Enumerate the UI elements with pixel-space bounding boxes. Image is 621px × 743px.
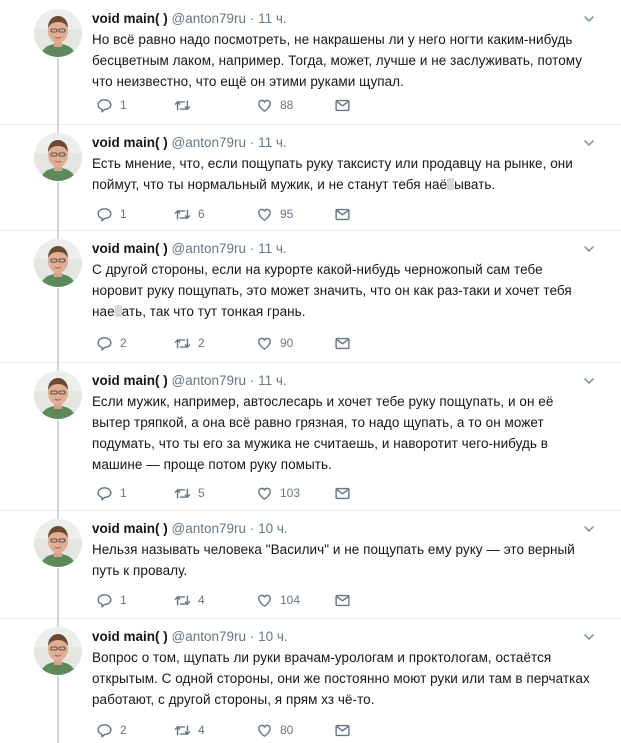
avatar[interactable] — [34, 627, 82, 675]
reply-icon — [96, 722, 113, 739]
tweet-text-part: Есть мнение, что, если пощупать руку таксисту или продавцу на рынке, они поймут, что ты нормальный мужик, и не станут тебя наё — [92, 156, 573, 192]
tweet-actions — [96, 96, 366, 114]
like-button[interactable] — [256, 591, 300, 609]
tweet-text-part: Но всё равно надо посмотреть, не накрашены ли у него ногти каким-нибудь бесцветным лаком, например. Тогда, может, лучше и не заслуживать, потому что неизвестно, что ещё он этими руками щупал. — [92, 32, 583, 89]
tweet-text — [92, 29, 592, 92]
like-button[interactable] — [256, 205, 293, 223]
tweet-text — [92, 539, 592, 581]
author-handle[interactable]: @anton79ru — [171, 629, 247, 644]
separator-dot: · — [249, 241, 255, 256]
tweet-header — [92, 372, 287, 390]
retweet-count: 2 — [198, 336, 205, 350]
retweet-count: 6 — [198, 207, 205, 221]
retweet-icon — [174, 206, 191, 223]
reply-button[interactable] — [96, 96, 127, 114]
heart-icon — [256, 485, 273, 502]
tweet-actions — [96, 591, 366, 609]
direct-message-button[interactable] — [334, 484, 351, 502]
like-count: 88 — [280, 98, 294, 112]
tweet[interactable] — [0, 618, 621, 743]
reply-button[interactable] — [96, 205, 127, 223]
chevron-down-icon[interactable] — [583, 12, 595, 24]
direct-message-button[interactable] — [334, 96, 351, 114]
like-button[interactable] — [256, 721, 293, 739]
tweet-text — [92, 259, 592, 322]
tweet-header — [92, 10, 287, 28]
like-count: 95 — [280, 207, 294, 221]
like-count: 104 — [280, 593, 301, 607]
avatar[interactable] — [34, 371, 82, 419]
thread-connector-line — [57, 676, 59, 743]
separator-dot: · — [249, 373, 255, 388]
direct-message-button[interactable] — [334, 721, 351, 739]
tweet-header — [92, 240, 287, 258]
heart-icon — [256, 722, 273, 739]
heart-icon — [256, 335, 273, 352]
reply-button[interactable] — [96, 591, 127, 609]
retweet-button[interactable] — [174, 721, 205, 739]
tweet[interactable] — [0, 230, 621, 362]
heart-icon — [256, 592, 273, 609]
reply-icon — [96, 97, 113, 114]
retweet-icon — [174, 485, 191, 502]
reply-icon — [96, 206, 113, 223]
tweet-actions — [96, 484, 366, 502]
tweet-text-part: ать, так что тут тонкая грань. — [121, 304, 306, 319]
tweet-timestamp[interactable]: 11 ч. — [258, 135, 287, 150]
tweet-timestamp[interactable]: 10 ч. — [258, 521, 288, 536]
tweet-timestamp[interactable]: 10 ч. — [258, 629, 288, 644]
envelope-icon — [334, 592, 351, 609]
tweet-header — [92, 628, 288, 646]
chevron-down-icon[interactable] — [583, 136, 595, 148]
tweet-text — [92, 391, 592, 475]
direct-message-button[interactable] — [334, 334, 351, 352]
reply-button[interactable] — [96, 721, 127, 739]
retweet-button[interactable] — [174, 205, 205, 223]
chevron-down-icon[interactable] — [583, 522, 595, 534]
retweet-icon — [174, 722, 191, 739]
censor-blur — [115, 305, 122, 317]
tweet-text-part: Если мужик, например, автослесарь и хочет тебе руку пощупать, и он её вытер тряпкой, а она всё равно грязная, то надо щупать, а то он может подумать, что ты его за мужика не считаешь, и наворотит чего-нибудь в машине — проще потом руку помыть. — [92, 394, 554, 472]
tweet-actions — [96, 205, 366, 223]
separator-dot: · — [249, 135, 255, 150]
author-name[interactable]: void main( ) — [92, 135, 168, 150]
separator-dot: · — [249, 11, 255, 26]
retweet-button[interactable] — [174, 484, 205, 502]
tweet-text-part: Вопрос о том, щупать ли руки врачам-урологам и проктологам, остаётся открытым. С одной стороны, они же постоянно моют руки или там в перчатках работают, с другой стороны, я прям хз чё-то. — [92, 650, 590, 707]
thread-connector-line — [57, 420, 59, 520]
author-name[interactable]: void main( ) — [92, 11, 168, 26]
direct-message-button[interactable] — [334, 205, 351, 223]
avatar[interactable] — [34, 519, 82, 567]
envelope-icon — [334, 97, 351, 114]
tweet-text-part: С другой стороны, если на курорте какой-нибудь черножопый сам тебе норовит руку пощупать, это может значить, что он как раз-таки и хочет тебя нае — [92, 262, 572, 319]
author-handle[interactable]: @anton79ru — [171, 11, 247, 26]
author-handle[interactable]: @anton79ru — [171, 521, 247, 536]
reply-count: 1 — [120, 207, 127, 221]
author-handle[interactable]: @anton79ru — [171, 135, 247, 150]
heart-icon — [256, 97, 273, 114]
separator-dot: · — [249, 521, 255, 536]
heart-icon — [256, 206, 273, 223]
avatar[interactable] — [34, 9, 82, 57]
envelope-icon — [334, 335, 351, 352]
tweet-timestamp[interactable]: 11 ч. — [258, 373, 287, 388]
author-handle[interactable]: @anton79ru — [171, 373, 247, 388]
envelope-icon — [334, 206, 351, 223]
reply-count: 1 — [120, 486, 127, 500]
tweet-text-part: ывать. — [454, 177, 496, 192]
reply-button[interactable] — [96, 334, 127, 352]
like-count: 80 — [280, 723, 294, 737]
envelope-icon — [334, 485, 351, 502]
like-count: 103 — [280, 486, 301, 500]
avatar[interactable] — [34, 239, 82, 287]
tweet-header — [92, 520, 288, 538]
retweet-count: 4 — [198, 593, 205, 607]
thread-connector-line — [57, 288, 59, 372]
envelope-icon — [334, 722, 351, 739]
retweet-button[interactable] — [174, 96, 198, 114]
tweet-header — [92, 134, 287, 152]
retweet-icon — [174, 97, 191, 114]
author-name[interactable]: void main( ) — [92, 373, 168, 388]
author-name[interactable]: void main( ) — [92, 241, 168, 256]
like-button[interactable] — [256, 484, 300, 502]
retweet-button[interactable] — [174, 591, 205, 609]
retweet-icon — [174, 592, 191, 609]
like-button[interactable] — [256, 96, 293, 114]
chevron-down-icon[interactable] — [583, 242, 595, 254]
chevron-down-icon[interactable] — [583, 630, 595, 642]
thread-connector-line — [57, 58, 59, 133]
reply-icon — [96, 592, 113, 609]
reply-icon — [96, 485, 113, 502]
tweet-timestamp[interactable]: 11 ч. — [258, 11, 287, 26]
chevron-down-icon[interactable] — [583, 374, 595, 386]
reply-count: 2 — [120, 336, 127, 350]
tweet[interactable] — [0, 362, 621, 510]
tweet-timestamp[interactable]: 11 ч. — [258, 241, 287, 256]
tweet[interactable] — [0, 510, 621, 618]
reply-count: 1 — [120, 98, 127, 112]
avatar[interactable] — [34, 133, 82, 181]
author-handle[interactable]: @anton79ru — [171, 241, 247, 256]
direct-message-button[interactable] — [334, 591, 351, 609]
author-name[interactable]: void main( ) — [92, 629, 168, 644]
retweet-count: 5 — [198, 486, 205, 500]
author-name[interactable]: void main( ) — [92, 521, 168, 536]
tweet[interactable] — [0, 0, 621, 124]
retweet-button[interactable] — [174, 334, 205, 352]
tweet-text — [92, 647, 592, 710]
reply-icon — [96, 335, 113, 352]
retweet-icon — [174, 335, 191, 352]
tweet-text — [92, 153, 592, 195]
like-button[interactable] — [256, 334, 293, 352]
tweet-actions — [96, 721, 366, 739]
like-count: 90 — [280, 336, 294, 350]
reply-count: 1 — [120, 593, 127, 607]
retweet-count: 4 — [198, 723, 205, 737]
tweet[interactable] — [0, 124, 621, 230]
reply-button[interactable] — [96, 484, 127, 502]
separator-dot: · — [249, 629, 255, 644]
tweet-actions — [96, 334, 366, 352]
reply-count: 2 — [120, 723, 127, 737]
tweet-text-part: Нельзя называть человека "Василич" и не пощупать ему руку — это верный путь к провалу. — [92, 542, 575, 578]
